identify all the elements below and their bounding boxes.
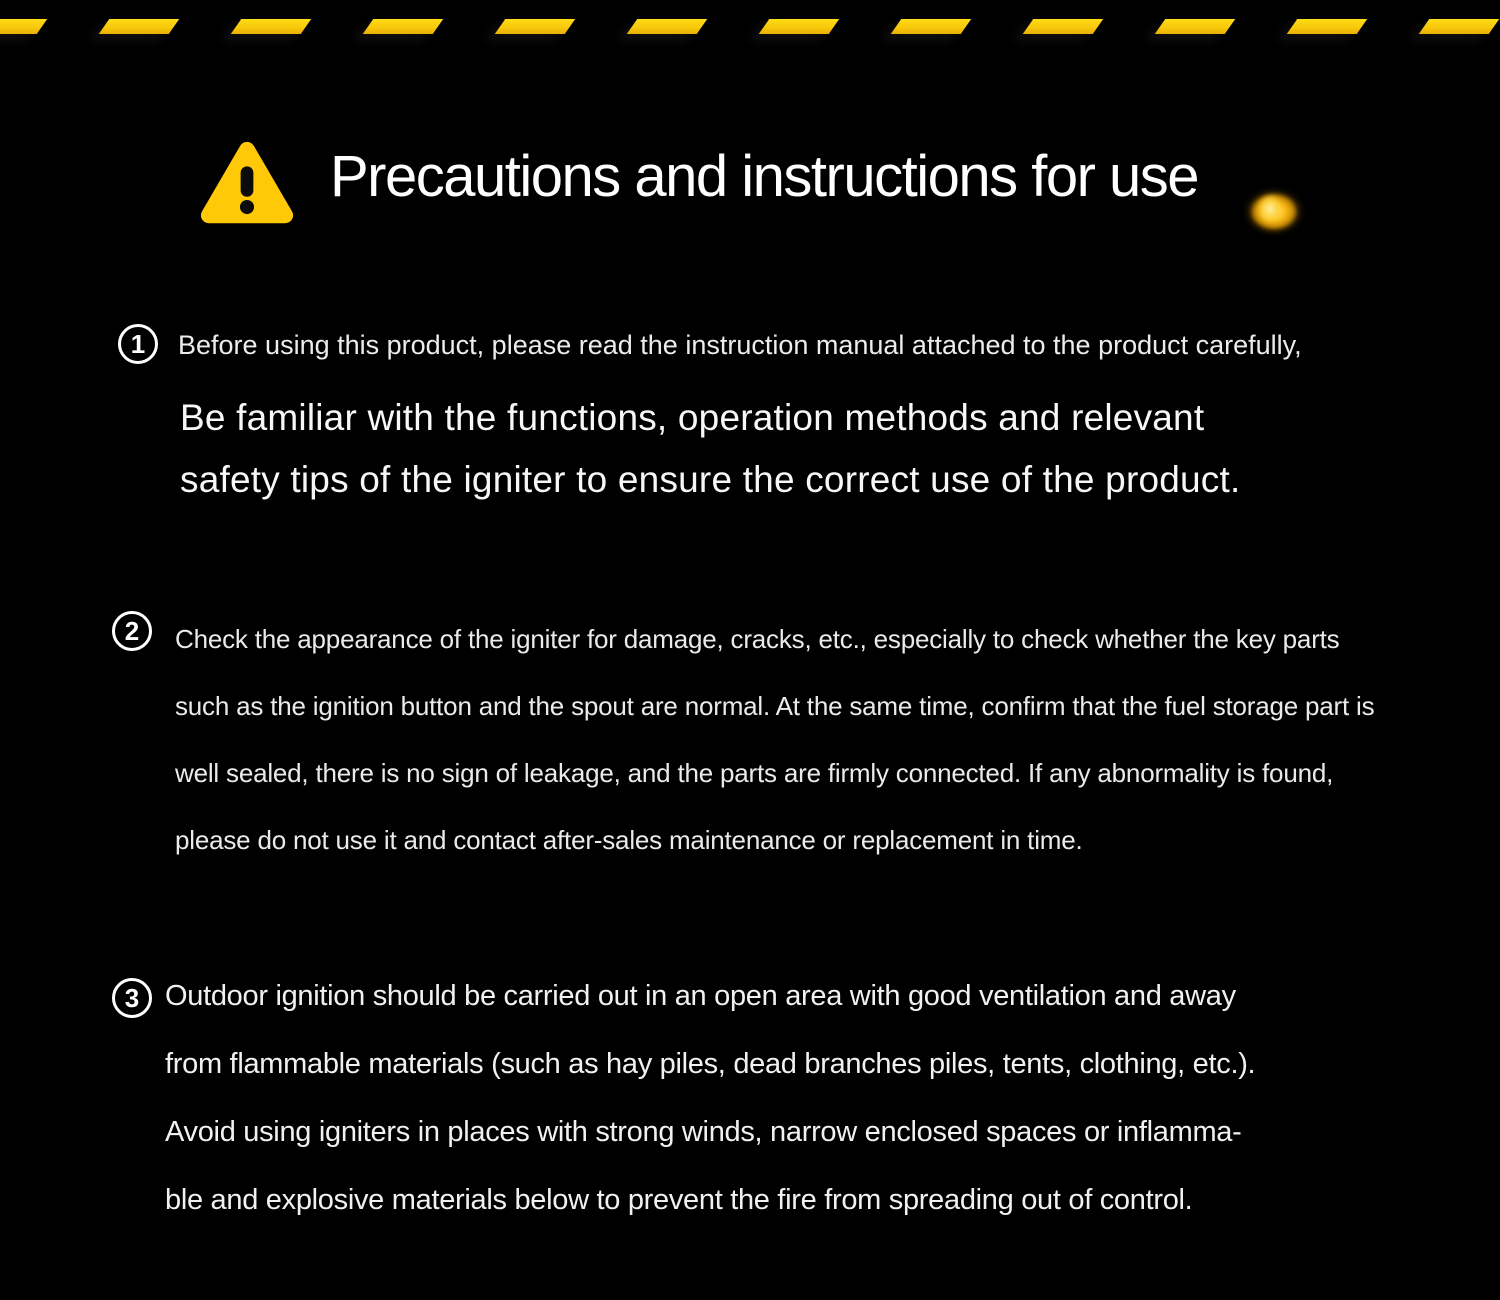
item-3-text xyxy=(165,962,1255,1234)
item-3-line-4: ble and explosive materials below to prevent the fire from spreading out of control. xyxy=(165,1184,1193,1216)
hazard-stripe xyxy=(363,19,444,34)
item-3-line-3: Avoid using igniters in places with strong winds, narrow enclosed spaces or inflamma- xyxy=(165,1116,1242,1148)
hazard-stripe xyxy=(495,19,576,34)
item-number-3: 3 xyxy=(124,982,140,1013)
hazard-stripe xyxy=(1023,19,1104,34)
hazard-stripe xyxy=(0,19,47,34)
item-number-2: 2 xyxy=(124,615,140,646)
item-number-1: 1 xyxy=(130,328,146,359)
hazard-stripe xyxy=(891,19,972,34)
hazard-stripe xyxy=(231,19,312,34)
item-1-emphasis-line-1: Be familiar with the functions, operation methods and relevant xyxy=(180,397,1205,438)
exclamation-dot xyxy=(240,200,254,214)
item-2-line-1: Check the appearance of the igniter for damage, cracks, etc., especially to check whether the key parts xyxy=(175,624,1340,654)
item-number-badge-2 xyxy=(112,611,152,651)
hazard-stripe xyxy=(627,19,708,34)
item-1-emphasis-line-2: safety tips of the igniter to ensure the correct use of the product. xyxy=(180,459,1241,500)
item-2-text xyxy=(175,606,1374,874)
item-3-line-1: Outdoor ignition should be carried out in an open area with good ventilation and away xyxy=(165,980,1236,1012)
exclamation-bar xyxy=(241,166,254,196)
hazard-stripe-row xyxy=(0,19,1500,35)
page-title: Precautions and instructions for use xyxy=(330,144,1199,209)
hazard-stripe xyxy=(1419,19,1500,34)
item-3-line-2: from flammable materials (such as hay piles, dead branches piles, tents, clothing, etc.). xyxy=(165,1048,1256,1080)
hazard-stripe xyxy=(759,19,840,34)
hazard-stripe xyxy=(99,19,180,34)
gold-flame-glow xyxy=(1243,178,1305,236)
item-number-badge-3 xyxy=(112,978,152,1018)
item-number-badge-1 xyxy=(118,324,158,364)
hazard-stripe xyxy=(1287,19,1368,34)
item-2-line-2: such as the ignition button and the spout are normal. At the same time, confirm that the fuel storage part is xyxy=(175,691,1375,721)
item-1-emphasis-text xyxy=(180,387,1240,511)
hazard-stripe xyxy=(1155,19,1236,34)
item-1-lead-text: Before using this product, please read the instruction manual attached to the product carefully, xyxy=(178,330,1302,360)
item-2-line-3: well sealed, there is no sign of leakage, and the parts are firmly connected. If any abnormality is found, xyxy=(175,758,1334,788)
item-2-line-4: please do not use it and contact after-sales maintenance or replacement in time. xyxy=(175,825,1083,855)
warning-triangle-icon xyxy=(198,134,296,236)
